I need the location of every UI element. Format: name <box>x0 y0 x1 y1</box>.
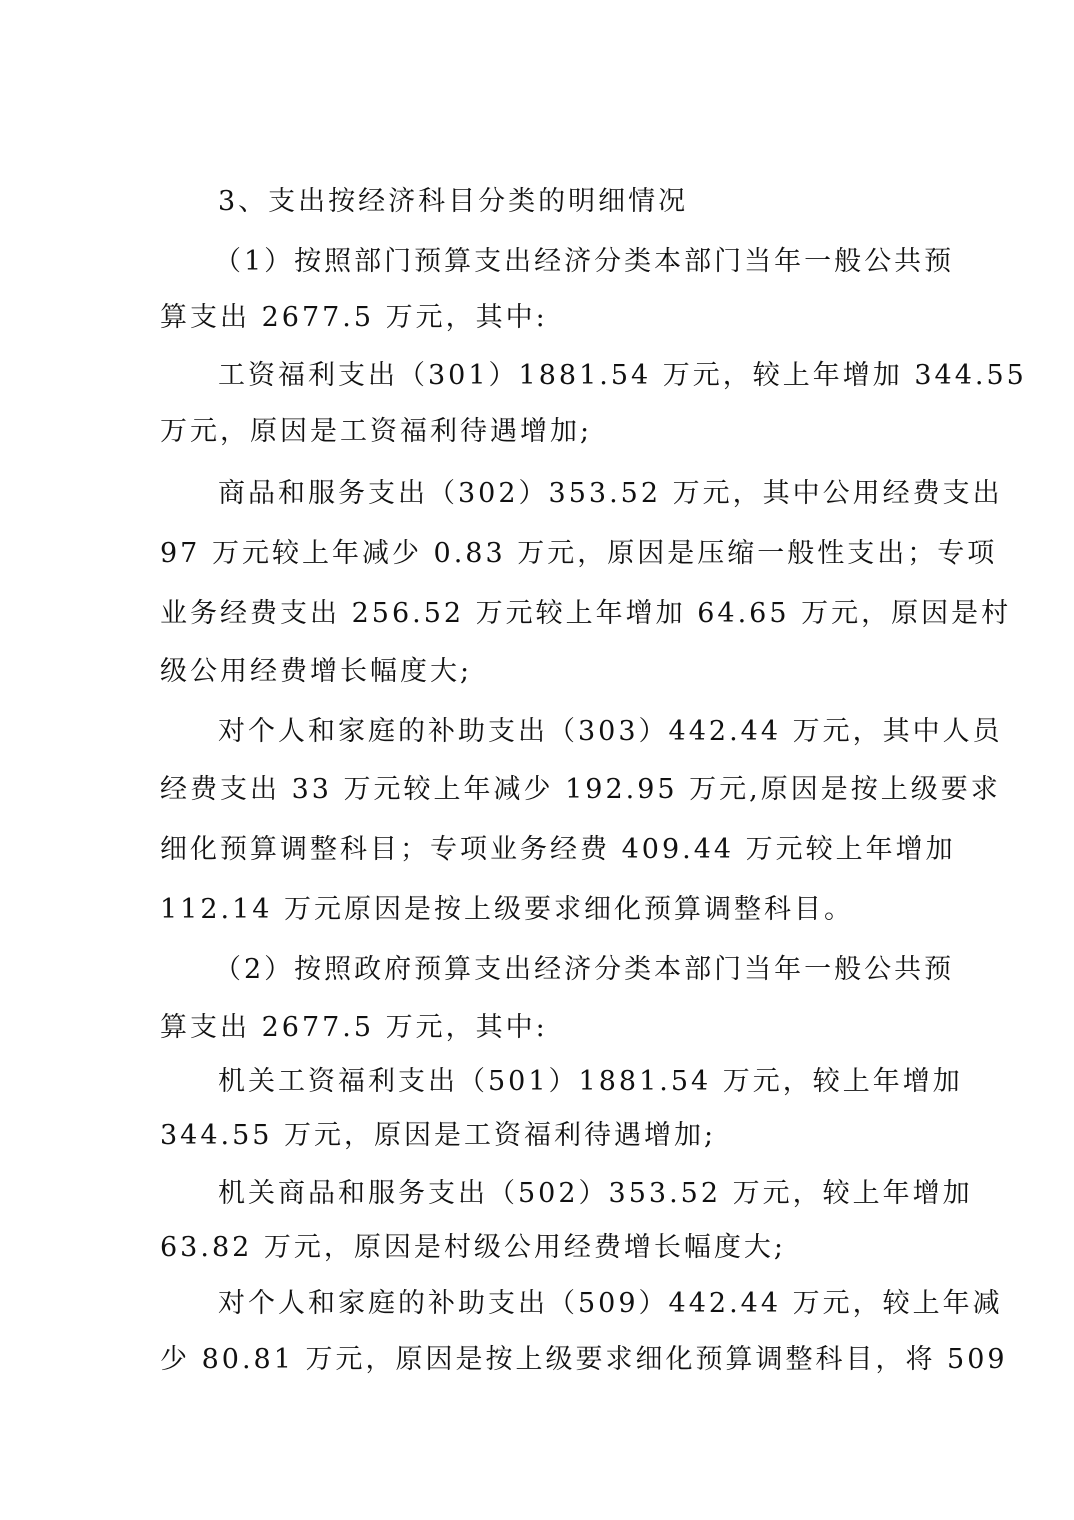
paragraph-line <box>0 410 1074 454</box>
line-text: （2）按照政府预算支出经济分类本部门当年一般公共预 <box>214 954 955 985</box>
paragraph-line <box>0 710 1074 754</box>
line-text: 对个人和家庭的补助支出（509）442.44 万元，较上年减 <box>218 1288 1003 1319</box>
paragraph-line <box>0 1282 1074 1326</box>
line-text: 97 万元较上年减少 0.83 万元，原因是压缩一般性支出；专项 <box>160 538 998 569</box>
paragraph-line <box>0 296 1074 340</box>
paragraph-line <box>0 592 1074 636</box>
heading-text: 3、支出按经济科目分类的明细情况 <box>218 186 689 217</box>
paragraph-line <box>0 650 1074 694</box>
line-text: 算支出 2677.5 万元，其中: <box>160 302 548 333</box>
paragraph-line <box>0 532 1074 576</box>
line-text: 细化预算调整科目；专项业务经费 409.44 万元较上年增加 <box>160 834 956 865</box>
paragraph-line <box>0 1114 1074 1158</box>
line-text: 工资福利支出（301）1881.54 万元，较上年增加 344.55 <box>218 360 1027 391</box>
line-text: （1）按照部门预算支出经济分类本部门当年一般公共预 <box>214 246 955 277</box>
paragraph-line <box>0 1006 1074 1050</box>
line-text: 级公用经费增长幅度大; <box>160 656 473 687</box>
line-text: 机关商品和服务支出（502）353.52 万元，较上年增加 <box>218 1178 973 1209</box>
line-text: 63.82 万元，原因是村级公用经费增长幅度大; <box>160 1232 786 1263</box>
line-text: 商品和服务支出（302）353.52 万元，其中公用经费支出 <box>218 478 1003 509</box>
section-heading <box>0 180 1074 224</box>
line-text: 算支出 2677.5 万元，其中: <box>160 1012 548 1043</box>
line-text: 112.14 万元原因是按上级要求细化预算调整科目。 <box>160 894 855 925</box>
paragraph-line <box>0 240 1074 284</box>
paragraph-line <box>0 1338 1074 1382</box>
paragraph-line <box>0 828 1074 872</box>
line-text: 机关工资福利支出（501）1881.54 万元，较上年增加 <box>218 1066 963 1097</box>
paragraph-line <box>0 354 1074 398</box>
line-text: 344.55 万元，原因是工资福利待遇增加; <box>160 1120 717 1151</box>
line-text: 对个人和家庭的补助支出（303）442.44 万元，其中人员 <box>218 716 1003 747</box>
paragraph-line <box>0 472 1074 516</box>
line-text: 万元，原因是工资福利待遇增加; <box>160 416 593 447</box>
line-text: 业务经费支出 256.52 万元较上年增加 64.65 万元，原因是村 <box>160 598 1012 629</box>
line-text: 少 80.81 万元，原因是按上级要求细化预算调整科目，将 509 <box>160 1344 1008 1375</box>
paragraph-line <box>0 948 1074 992</box>
paragraph-line <box>0 1226 1074 1270</box>
paragraph-line <box>0 1060 1074 1104</box>
paragraph-line <box>0 1172 1074 1216</box>
paragraph-line <box>0 768 1074 812</box>
line-text: 经费支出 33 万元较上年减少 192.95 万元,原因是按上级要求 <box>160 774 1001 805</box>
paragraph-line <box>0 888 1074 932</box>
